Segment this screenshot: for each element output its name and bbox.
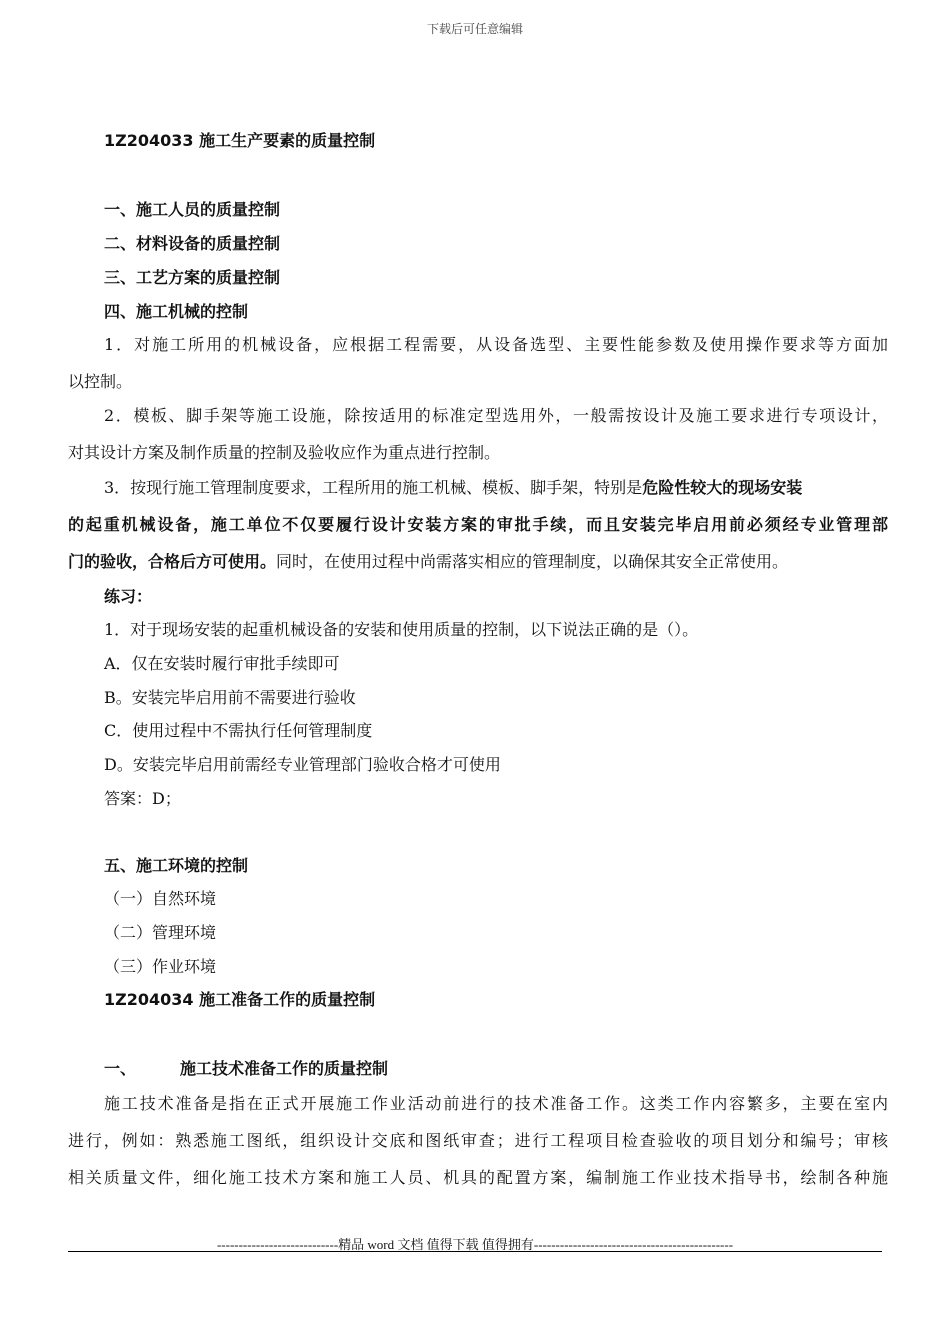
- paragraph-3-line-3: [68, 552, 888, 572]
- option-b: B。安装完毕启用前不需要进行验收: [104, 688, 356, 707]
- answer: 答案：D；: [104, 789, 181, 808]
- paragraph-3-line-2: 的起重机械设备，施工单位不仅要履行设计安装方案的审批手续，而且安装完毕启用前必须经专业管理部: [68, 515, 888, 534]
- exercise-label: 练习：: [104, 587, 153, 606]
- heading-tech-prep: [104, 1059, 888, 1079]
- tech-prep-line-3: 相关质量文件，细化施工技术方案和施工人员、机具的配置方案，编制施工作业技术指导书，绘制各种施: [68, 1168, 888, 1187]
- heading-tech-prep-number: 一、: [104, 1059, 137, 1078]
- env-work: （三）作业环境: [104, 957, 217, 976]
- paragraph-3-line-1-normal: 3．按现行施工管理制度要求，工程所用的施工机械、模板、脚手架，特别是: [104, 478, 643, 497]
- option-a: A．仅在安装时履行审批手续即可: [104, 654, 340, 673]
- paragraph-2-line-2: 对其设计方案及制作质量的控制及验收应作为重点进行控制。: [68, 443, 501, 462]
- exercise-question: 1．对于现场安装的起重机械设备的安装和使用质量的控制，以下说法正确的是（）。: [104, 620, 699, 639]
- env-natural: （一）自然环境: [104, 889, 217, 908]
- heading-materials: 二、材料设备的质量控制: [104, 234, 281, 253]
- heading-tech-prep-text: 施工技术准备工作的质量控制: [180, 1059, 389, 1078]
- footer-rule: [68, 1251, 882, 1252]
- paragraph-3-line-1: [104, 478, 888, 498]
- section-title-1z204034: 1Z204034 施工准备工作的质量控制: [104, 990, 376, 1009]
- tech-prep-line-1: 施工技术准备是指在正式开展施工作业活动前进行的技术准备工作。这类工作内容繁多，主要在室内: [104, 1094, 888, 1113]
- option-c: C．使用过程中不需执行任何管理制度: [104, 721, 373, 740]
- option-d: D。安装完毕启用前需经专业管理部门验收合格才可使用: [104, 755, 501, 774]
- paragraph-3-line-3-bold: 门的验收，合格后方可使用。: [68, 552, 277, 571]
- paragraph-1-line-1: 1．对施工所用的机械设备，应根据工程需要，从设备选型、主要性能参数及使用操作要求等方面加: [104, 335, 888, 354]
- heading-personnel: 一、施工人员的质量控制: [104, 200, 281, 219]
- heading-machinery: 四、施工机械的控制: [104, 302, 249, 321]
- heading-environment: 五、施工环境的控制: [104, 856, 249, 875]
- section-title-1z204033: 1Z204033 施工生产要素的质量控制: [104, 131, 376, 150]
- paragraph-1-line-2: 以控制。: [68, 372, 133, 391]
- header-note: 下载后可任意编辑: [426, 22, 523, 36]
- env-management: （二）管理环境: [104, 923, 217, 942]
- footer-text: ----------------------------精品 word 文档 值得下载 值得拥有----------------------------------------------: [216, 1237, 734, 1252]
- tech-prep-line-2: 进行，例如：熟悉施工图纸，组织设计交底和图纸审查；进行工程项目检查验收的项目划分和编号；审核: [68, 1131, 888, 1150]
- heading-process: 三、工艺方案的质量控制: [104, 268, 281, 287]
- paragraph-2-line-1: 2．模板、脚手架等施工设施，除按适用的标准定型选用外，一般需按设计及施工要求进行专项设计，: [104, 406, 888, 425]
- paragraph-3-line-3-normal: 同时，在使用过程中尚需落实相应的管理制度，以确保其安全正常使用。: [276, 552, 789, 571]
- paragraph-3-line-1-bold: 危险性较大的现场安装: [642, 478, 803, 497]
